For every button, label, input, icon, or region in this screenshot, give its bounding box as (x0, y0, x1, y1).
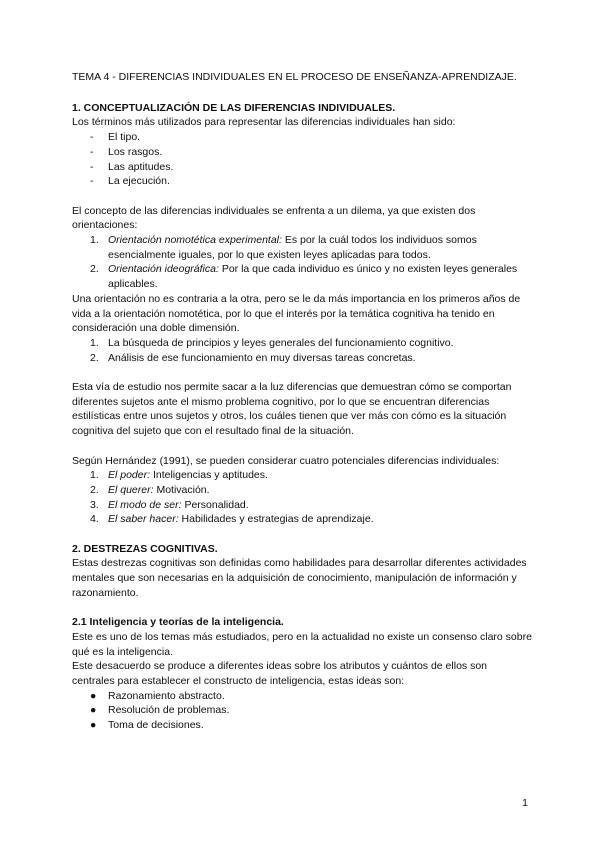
section-1-intro: Los términos más utilizados para representar las diferencias individuales han sido: (72, 116, 456, 129)
paragraph-orientation: Una orientación no es contraria a la otra, pero se le da más importancia en los primeros años de vida a la orientación nomotética, por lo que el interés por la temática cognitiva ha tenido en consideración una doble dimensión. (72, 292, 521, 335)
orientations-list (72, 233, 532, 292)
section-2-1-paragraph-1: Este es uno de los temas más estudiados, pero en la actualidad no existe un consenso claro sobre qué es la inteligencia. (72, 630, 532, 658)
document-title: TEMA 4 - DIFERENCIAS INDIVIDUALES EN EL PROCESO DE ENSEÑANZA-APRENDIZAJE. (72, 71, 517, 83)
page-content (72, 70, 532, 733)
terms-list (72, 130, 532, 189)
list-item: - La ejecución. (90, 175, 170, 188)
list-item: ● Razonamiento abstracto. (90, 689, 225, 702)
differences-list (72, 468, 532, 527)
list-item: - Las aptitudes. (90, 160, 174, 173)
list-item: 4. El saber hacer: Habilidades y estrategias de aprendizaje. (90, 513, 374, 526)
section-1-heading: 1. CONCEPTUALIZACIÓN DE LAS DIFERENCIAS INDIVIDUALES. (72, 101, 396, 114)
ideas-list (72, 689, 532, 733)
paragraph-dilemma: El concepto de las diferencias individuales se enfrenta a un dilema, ya que existen dos orientaciones: (72, 204, 476, 232)
list-item: ● Toma de decisiones. (90, 719, 204, 732)
list-item: 1. La búsqueda de principios y leyes generales del funcionamiento cognitivo. (90, 336, 454, 349)
section-2-heading: 2. DESTREZAS COGNITIVAS. (72, 542, 218, 555)
dimensions-list (72, 336, 532, 365)
list-item: ● Resolución de problemas. (90, 704, 230, 717)
paragraph-hernandez: Según Hernández (1991), se pueden considerar cuatro potenciales diferencias individuales: (72, 454, 500, 467)
paragraph-study: Esta vía de estudio nos permite sacar a la luz diferencias que demuestran cómo se comportan diferentes sujetos ante el mismo problema cognitivo, por lo que se encuentran diferencias estilísticas entre unos sujetos y otros, los cuáles tienen que ver más con cómo es la situación cognitiva del sujeto que con el resultado final de la situación. (72, 381, 512, 438)
list-item: 1. Orientación nomotética experimental: Es por la cuál todos los individuos somos esencialmente iguales, por lo que existen leyes aplicadas para todos. (90, 234, 477, 261)
list-item: 3. El modo de ser: Personalidad. (90, 498, 249, 511)
list-item: - El tipo. (90, 131, 141, 144)
list-item: 2. Análisis de ese funcionamiento en muy diversas tareas concretas. (90, 351, 416, 364)
section-2-paragraph: Estas destrezas cognitivas son definidas como habilidades para desarrollar diferentes actividades mentales que son necesarias en la adquisición de conocimiento, manipulación de información y razonamiento. (72, 557, 527, 599)
page-number: 1 (522, 797, 528, 809)
section-2-1-heading: 2.1 Inteligencia y teorías de la inteligencia. (72, 616, 284, 629)
list-item: 2. Orientación ideográfica: Por la que cada individuo es único y no existen leyes generales aplicables. (90, 263, 518, 291)
list-item: - Los rasgos. (90, 145, 163, 158)
list-item: 1. El poder: Inteligencias y aptitudes. (90, 469, 268, 482)
list-item: 2. El querer: Motivación. (90, 483, 210, 496)
section-2-1-paragraph-2: Este desacuerdo se produce a diferentes ideas sobre los atributos y cuántos de ellos son centrales para establecer el constructo de inteligencia, estas ideas son: (72, 660, 488, 688)
